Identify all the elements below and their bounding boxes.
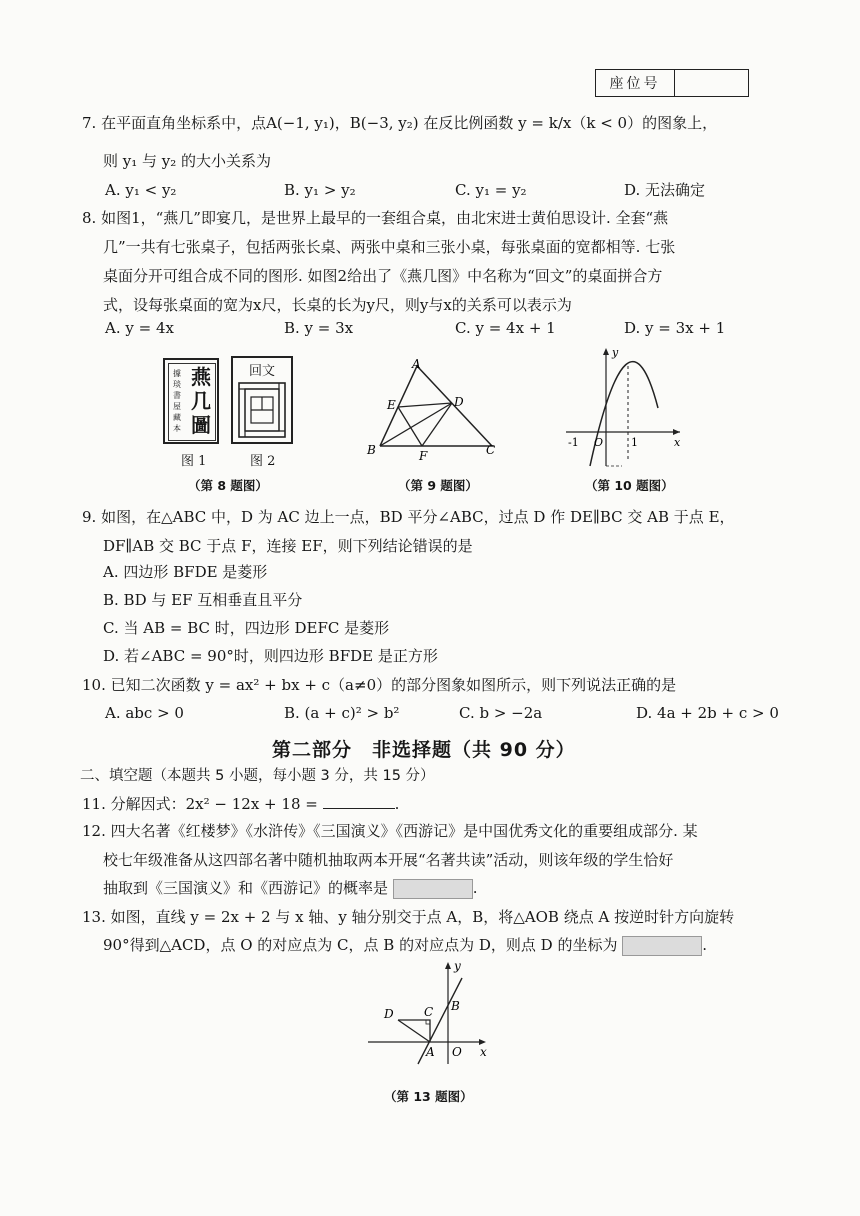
- q9-line1: 9. 如图，在△ABC 中，D 为 AC 边上一点，BD 平分∠ABC，过点 D 作 DE∥BC 交 AB 于点 E，: [82, 508, 735, 526]
- q13-line2-wrap: [103, 934, 707, 956]
- figure9-label-d: D: [454, 395, 464, 409]
- q13-answer-box[interactable]: [622, 936, 702, 956]
- q10-option-a: A. abc > 0: [105, 704, 184, 722]
- q8-option-d: D. y = 3x + 1: [624, 319, 726, 337]
- q9-option-d: D. 若∠ABC = 90°时，则四边形 BFDE 是正方形: [103, 647, 438, 665]
- q10-option-d: D. 4a + 2b + c > 0: [636, 704, 779, 722]
- figure10-label-x: x: [674, 436, 681, 449]
- figure10-parabola-graph: [562, 342, 688, 472]
- q7-option-c: C. y₁ = y₂: [455, 181, 527, 199]
- figure13-label-b: B: [451, 999, 460, 1013]
- q8-option-c: C. y = 4x + 1: [455, 319, 556, 337]
- q11-answer-blank[interactable]: [323, 794, 395, 809]
- q8-line3: 桌面分开可组合成不同的图形. 如图2给出了《燕几图》中名称为“回文”的桌面拼合方: [103, 267, 663, 285]
- q12-answer-box[interactable]: [393, 879, 473, 899]
- q10-option-b: B. (a + c)² > b²: [284, 704, 400, 722]
- q9-option-c: C. 当 AB = BC 时，四边形 DEFC 是菱形: [103, 619, 390, 637]
- q7-option-a: A. y₁ < y₂: [105, 181, 177, 199]
- figure2-caption: 图 2: [250, 454, 276, 469]
- figure13-label-o: O: [452, 1045, 462, 1059]
- figure13-label-c: C: [424, 1005, 434, 1019]
- q12-line2: 校七年级准备从这四部名著中随机抽取两本开展“名著共读”活动，则该年级的学生恰好: [103, 851, 674, 869]
- q7-line2: 则 y₁ 与 y₂ 的大小关系为: [103, 152, 272, 170]
- q7-option-b: B. y₁ > y₂: [284, 181, 356, 199]
- seat-number-value: [675, 70, 748, 96]
- seat-number-label: 座位号: [596, 70, 675, 96]
- figure9-label-b: B: [367, 443, 376, 457]
- q12-line3: 抽取到《三国演义》和《西游记》的概率是: [103, 879, 389, 897]
- q11-text: 11. 分解因式：2x² − 12x + 18 =: [82, 795, 318, 813]
- q12-end: .: [472, 879, 478, 897]
- q8-line2: 几”一共有七张桌子，包括两张长桌、两张中桌和三张小桌，每张桌面的宽都相等. 七张: [103, 238, 676, 256]
- q9-option-a: A. 四边形 BFDE 是菱形: [103, 563, 268, 581]
- q13-end: .: [702, 936, 708, 954]
- q10-line1: 10. 已知二次函数 y = ax² + bx + c（a≠0）的部分图象如图所示，则下列说法正确的是: [82, 676, 677, 694]
- seat-number-box: [595, 69, 749, 97]
- figure1-title: 燕几圖: [191, 365, 211, 437]
- figure9-triangle-diagram: [362, 356, 502, 464]
- q11-end: .: [394, 795, 400, 813]
- figure1-caption: 图 1: [181, 454, 207, 469]
- figure13-label-a: A: [426, 1045, 435, 1059]
- q7-option-d: D. 无法确定: [624, 181, 706, 199]
- q10-option-c: C. b > −2a: [459, 704, 543, 722]
- q9-line2: DF∥AB 交 BC 于点 F，连接 EF，则下列结论错误的是: [103, 537, 473, 555]
- figure10-label-origin: O: [594, 436, 604, 449]
- q8-option-b: B. y = 3x: [284, 319, 354, 337]
- figure9-caption: （第 9 题图）: [398, 478, 478, 493]
- figure9-label-e: E: [387, 398, 396, 412]
- q12-line1: 12. 四大名著《红楼梦》《水浒传》《三国演义》《西游记》是中国优秀文化的重要组成部分. 某: [82, 822, 698, 840]
- figure2-huiwen-frame: [231, 356, 293, 444]
- q9-option-b: B. BD 与 EF 互相垂直且平分: [103, 591, 303, 609]
- figure10-caption: （第 10 题图）: [585, 478, 674, 493]
- q12-line3-wrap: [103, 877, 478, 899]
- figure2-label: 回文: [248, 364, 275, 379]
- q8-line1: 8. 如图1，“燕几”即宴几，是世界上最早的一套组合桌，由北宋进士黄伯思设计. 全套“燕: [82, 209, 669, 227]
- q7-line1: 7. 在平面直角坐标系中，点A(−1, y₁)，B(−3, y₂) 在反比例函数 y = k/x（k < 0）的图象上，: [82, 114, 718, 132]
- figure13-label-y: y: [454, 959, 461, 973]
- figure8-caption: （第 8 题图）: [188, 478, 268, 493]
- q8-line4: 式，设每张桌面的宽为x尺，长桌的长为y尺，则y与x的关系可以表示为: [103, 296, 572, 314]
- figure1-side-text: 據琰書屋藏本: [173, 369, 181, 433]
- figure13-label-x: x: [480, 1045, 487, 1059]
- figure2-tables-diagram: [238, 382, 286, 438]
- figure13-label-d: D: [384, 1007, 394, 1021]
- figure13-coordinate-diagram: [364, 956, 494, 1066]
- figure10-label-y: y: [612, 346, 619, 359]
- figure9-label-f: F: [419, 449, 428, 463]
- part2-heading: 第二部分 非选择题（共 90 分）: [272, 739, 576, 761]
- figure13-caption: （第 13 题图）: [384, 1089, 473, 1104]
- figure10-label-neg1: -1: [568, 436, 579, 449]
- figure9-label-c: C: [486, 443, 496, 457]
- q8-option-a: A. y = 4x: [105, 319, 174, 337]
- figure1-book-cover: [163, 358, 219, 444]
- section2-heading: 二、填空题（本题共 5 小题，每小题 3 分，共 15 分）: [80, 768, 435, 784]
- figure9-label-a: A: [412, 357, 421, 371]
- q11-line: [82, 793, 399, 815]
- figure10-label-one: 1: [631, 436, 638, 449]
- q13-line2: 90°得到△ACD，点 O 的对应点为 C，点 B 的对应点为 D，则点 D 的坐标为: [103, 936, 618, 954]
- q13-line1: 13. 如图，直线 y = 2x + 2 与 x 轴、y 轴分别交于点 A，B，将△AOB 绕点 A 按逆时针方向旋转: [82, 908, 735, 926]
